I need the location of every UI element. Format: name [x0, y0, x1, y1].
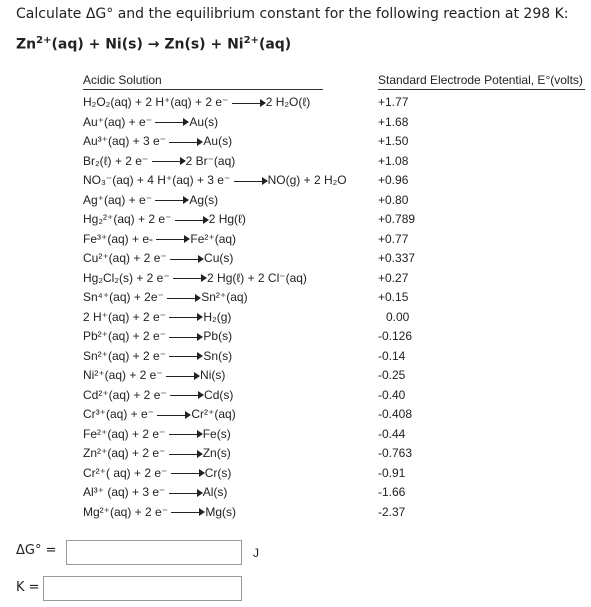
reactants: 2 H⁺(aq) + 2 e⁻	[83, 309, 167, 324]
electrode-potential: +1.77	[378, 95, 409, 109]
reactants: Al³⁺ (aq) + 3 e⁻	[83, 485, 166, 499]
right-arrow-icon	[156, 234, 190, 244]
products: Fe(s)	[202, 426, 231, 441]
table-header-potential: Standard Electrode Potential, E°(volts)	[378, 73, 583, 87]
right-arrow-icon	[170, 390, 204, 400]
header-divider	[83, 89, 323, 90]
electrode-potential: +0.96	[378, 173, 409, 187]
header-divider	[378, 89, 585, 90]
reaction-charge: 2+	[243, 35, 259, 46]
products: Cd(s)	[204, 387, 234, 402]
electrode-potential: -0.763	[378, 446, 413, 460]
reactants: Mg²⁺(aq) + 2 e⁻	[83, 504, 169, 519]
products: Mg(s)	[205, 504, 237, 519]
reactants: Ag⁺(aq) + e⁻	[83, 192, 153, 207]
reaction-part: (aq)	[258, 36, 292, 53]
right-arrow-icon	[173, 273, 207, 283]
half-reaction	[83, 329, 232, 343]
right-arrow-icon	[169, 137, 203, 147]
electrode-potential: -0.44	[378, 426, 406, 441]
half-reaction	[83, 446, 231, 460]
right-arrow-icon	[171, 507, 205, 517]
electrode-potential: +0.337	[378, 251, 416, 265]
right-arrow-icon	[169, 351, 203, 361]
reactants: Ni²⁺(aq) + 2 e⁻	[83, 368, 163, 382]
half-reaction	[83, 310, 231, 324]
products: Pb(s)	[203, 329, 233, 343]
products: Sn(s)	[203, 348, 233, 363]
table-header-acidic: Acidic Solution	[83, 73, 162, 87]
electrode-potential: -2.37	[378, 504, 406, 519]
right-arrow-icon	[157, 410, 191, 420]
products: Cr(s)	[204, 465, 232, 480]
products: H₂(g)	[203, 309, 232, 324]
products: Fe²⁺(aq)	[190, 231, 237, 246]
right-arrow-icon	[169, 449, 203, 459]
reactants: Sn⁴⁺(aq) + 2e⁻	[83, 290, 164, 304]
products: Au(s)	[189, 114, 219, 129]
right-arrow-icon	[155, 195, 189, 205]
reaction-equation	[16, 35, 291, 53]
products: 2 Br⁻(aq)	[185, 153, 236, 168]
half-reaction	[83, 349, 232, 363]
right-arrow-icon	[152, 156, 186, 166]
right-arrow-icon	[155, 117, 189, 127]
reactants: Cr²⁺( aq) + 2 e⁻	[83, 465, 168, 480]
half-reaction	[83, 505, 236, 519]
reaction-part: (aq) + Ni(s) → Zn(s) + Ni	[51, 36, 244, 53]
right-arrow-icon	[232, 98, 266, 108]
half-reaction	[83, 427, 231, 441]
right-arrow-icon	[167, 293, 201, 303]
reactants: Au³⁺(aq) + 3 e⁻	[83, 134, 167, 148]
half-reaction	[83, 368, 225, 382]
right-arrow-icon	[169, 312, 203, 322]
delta-g-label: ΔG° =	[16, 543, 57, 558]
right-arrow-icon	[169, 332, 203, 342]
half-reaction	[83, 134, 232, 148]
electrode-potential: +1.68	[378, 114, 409, 129]
reactants: Hg₂²⁺(aq) + 2 e⁻	[83, 212, 172, 226]
reactants: Fe³⁺(aq) + e-	[83, 231, 154, 246]
products: 2 H₂O(ℓ)	[265, 95, 311, 109]
products: Ni(s)	[200, 368, 226, 382]
electrode-potential: 0.00	[386, 309, 410, 324]
right-arrow-icon	[234, 176, 268, 186]
reactants: Cd²⁺(aq) + 2 e⁻	[83, 387, 167, 402]
electrode-potential: +0.789	[378, 212, 416, 226]
electrode-potential: -0.25	[378, 368, 406, 382]
reactants: Cr³⁺(aq) + e⁻	[83, 407, 155, 421]
reactants: Zn²⁺(aq) + 2 e⁻	[83, 446, 166, 460]
half-reaction	[83, 115, 218, 129]
electrode-potential: -0.126	[378, 329, 413, 343]
right-arrow-icon	[171, 468, 205, 478]
electrode-potential: +0.27	[378, 270, 409, 285]
half-reaction	[83, 407, 236, 421]
electrode-potential: +0.15	[378, 290, 409, 304]
reactants: Br₂(ℓ) + 2 e⁻	[83, 153, 149, 168]
products: Sn²⁺(aq)	[201, 290, 248, 304]
reactants: Sn²⁺(aq) + 2 e⁻	[83, 348, 167, 363]
electrode-potential: +0.77	[378, 231, 409, 246]
half-reaction	[83, 466, 231, 480]
reactants: Cu²⁺(aq) + 2 e⁻	[83, 251, 167, 265]
half-reaction	[83, 232, 236, 246]
right-arrow-icon	[169, 429, 203, 439]
reactants: Hg₂Cl₂(s) + 2 e⁻	[83, 270, 170, 285]
electrode-potential: -0.408	[378, 407, 413, 421]
reaction-charge: 2+	[36, 35, 52, 46]
k-label: K =	[16, 580, 40, 595]
products: Cu(s)	[204, 251, 234, 265]
products: Zn(s)	[202, 446, 231, 460]
right-arrow-icon	[169, 488, 203, 498]
reactants: Au⁺(aq) + e⁻	[83, 114, 153, 129]
reactants: Fe²⁺(aq) + 2 e⁻	[83, 426, 166, 441]
products: Ag(s)	[189, 192, 219, 207]
reactants: Pb²⁺(aq) + 2 e⁻	[83, 329, 167, 343]
half-reaction	[83, 251, 233, 265]
right-arrow-icon	[175, 215, 209, 225]
half-reaction	[83, 154, 235, 168]
products: Cr²⁺(aq)	[191, 407, 236, 421]
electrode-potential: +0.80	[378, 192, 409, 207]
half-reaction	[83, 95, 310, 109]
products: NO(g) + 2 H₂O	[267, 173, 347, 187]
electrode-potential: -1.66	[378, 485, 406, 499]
electrode-potential: -0.14	[378, 348, 406, 363]
half-reaction	[83, 212, 246, 226]
reaction-part: Zn	[16, 36, 37, 53]
electrode-potential: +1.50	[378, 134, 409, 148]
electrode-potential: -0.91	[378, 465, 406, 480]
k-input[interactable]	[43, 576, 242, 601]
delta-g-input[interactable]	[66, 540, 242, 565]
products: Al(s)	[202, 485, 228, 499]
half-reaction	[83, 388, 233, 402]
reactants: H₂O₂(aq) + 2 H⁺(aq) + 2 e⁻	[83, 95, 229, 109]
products: 2 Hg(ℓ)	[208, 212, 246, 226]
right-arrow-icon	[170, 254, 204, 264]
products: Au(s)	[203, 134, 233, 148]
products: 2 Hg(ℓ) + 2 Cl⁻(aq)	[207, 270, 307, 285]
half-reaction	[83, 193, 218, 207]
half-reaction	[83, 485, 227, 499]
right-arrow-icon	[166, 371, 200, 381]
electrode-potential: +1.08	[378, 153, 409, 168]
half-reaction	[83, 173, 347, 187]
electrode-potential: -0.40	[378, 387, 406, 402]
reactants: NO₃⁻(aq) + 4 H⁺(aq) + 3 e⁻	[83, 173, 231, 187]
question-prompt: Calculate ΔG° and the equilibrium constant for the following reaction at 298 K:	[16, 6, 569, 22]
half-reaction	[83, 271, 307, 285]
delta-g-unit: J	[253, 546, 259, 560]
half-reaction	[83, 290, 248, 304]
